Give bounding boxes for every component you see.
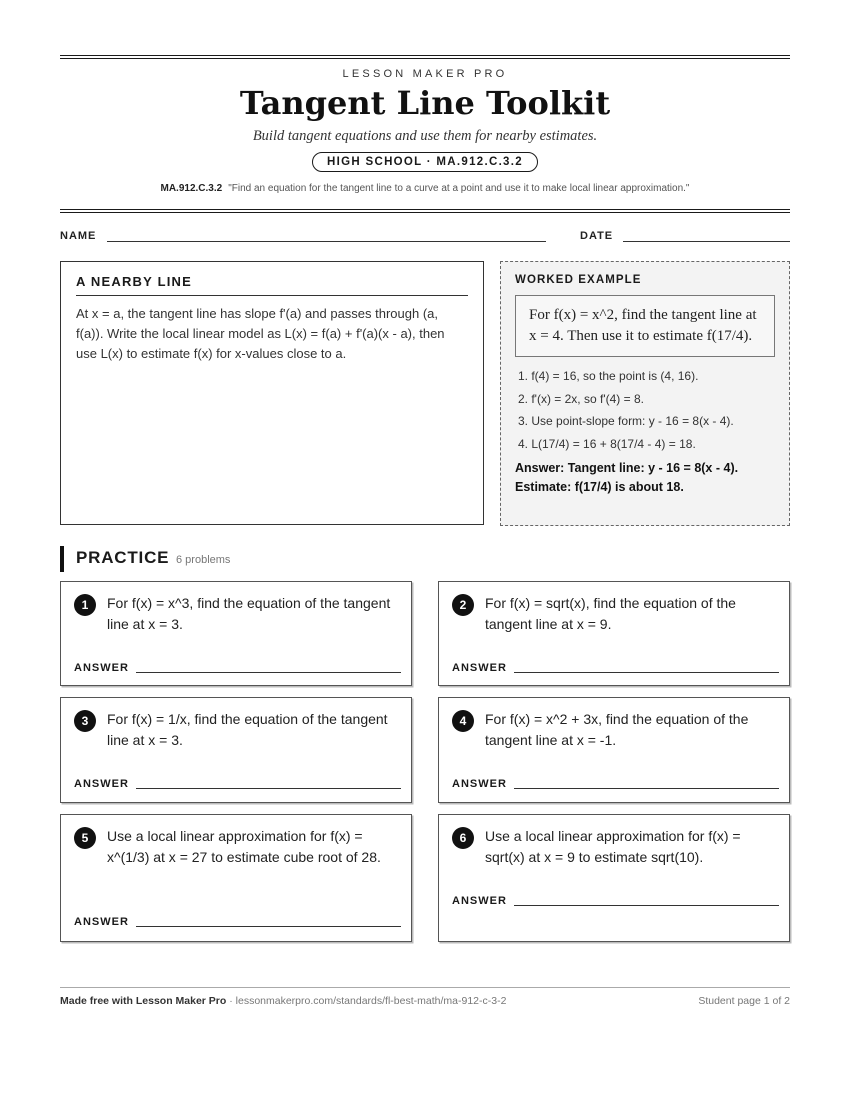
answer-row [452,662,779,676]
footer-credit [60,995,506,1007]
date-field-line[interactable] [623,241,790,242]
footer-rule [60,987,790,988]
problem-text: Use a local linear approximation for f(x) = sqrt(x) at x = 9 to estimate sqrt(10). [485,828,741,865]
answer-label: ANSWER [452,895,507,907]
problem-number-badge: 5 [74,827,96,849]
footer-url[interactable]: · lessonmakerpro.com/standards/fl-best-math/ma-912-c-3-2 [226,995,507,1007]
worked-example-answer [515,459,775,496]
answer-line[interactable] [136,672,401,673]
brand-label: LESSON MAKER PRO [342,68,508,80]
problem-text: For f(x) = sqrt(x), find the equation of the tangent line at x = 9. [485,595,736,632]
problem-text: Use a local linear approximation for f(x) = x^(1/3) at x = 27 to estimate cube root of 28. [107,828,381,865]
answer-label: ANSWER [74,916,129,928]
nearby-line-box [60,261,484,525]
practice-card-6 [438,814,790,942]
practice-count: 6 problems [176,554,231,566]
answer-row [452,895,779,909]
answer-line[interactable] [514,788,779,789]
badge-wrapper [60,152,790,172]
answer-line[interactable] [136,788,401,789]
problem-number-badge: 4 [452,710,474,732]
standard-code: MA.912.C.3.2 [160,183,223,194]
header-bottom-rule [60,209,790,213]
page-title: Tangent Line Toolkit [239,84,611,122]
top-rule [60,55,790,59]
answer-label: ANSWER [74,662,129,674]
standard-text: "Find an equation for the tangent line to a curve at a point and use it to make local linear approximation." [228,183,690,194]
problem-text: For f(x) = x^2 + 3x, find the equation of the tangent line at x = -1. [485,711,749,748]
worked-answer-estimate: Estimate: f(17/4) is about 18. [515,479,684,494]
problem-text: For f(x) = x^3, find the equation of the tangent line at x = 3. [107,595,391,632]
worked-step: 4. L(17/4) = 16 + 8(17/4 - 4) = 18. [518,436,696,451]
practice-card-1 [60,581,412,686]
answer-label: ANSWER [74,778,129,790]
standard-description [60,183,790,194]
answer-row [74,778,401,792]
practice-card-5 [60,814,412,942]
worked-example-steps [515,365,775,455]
date-label: DATE [580,230,614,242]
name-field-line[interactable] [107,241,546,242]
worked-example-problem: For f(x) = x^2, find the tangent line at x = 4. Then use it to estimate f(17/4). [515,295,775,357]
answer-label: ANSWER [452,662,507,674]
practice-accent-bar [60,546,64,572]
nearby-line-body: At x = a, the tangent line has slope f'(a) and passes through (a, f(a)). Write the local linear model as L(x) = f(a) + f'(a)(x - a), then use L(x) to estimate f(x) for x-values close to a. [76,306,445,361]
worked-example-heading: WORKED EXAMPLE [515,274,642,286]
problem-number-badge: 3 [74,710,96,732]
answer-row [452,778,779,792]
footer-page-number: Student page 1 of 2 [698,995,790,1007]
answer-row [74,662,401,676]
grade-standard-badge: HIGH SCHOOL · MA.912.C.3.2 [312,152,538,172]
practice-card-4 [438,697,790,803]
nearby-line-heading: A NEARBY LINE [76,274,468,296]
problem-text: For f(x) = 1/x, find the equation of the tangent line at x = 3. [107,711,388,748]
answer-line[interactable] [514,672,779,673]
problem-number-badge: 2 [452,594,474,616]
answer-label: ANSWER [452,778,507,790]
problem-number-badge: 6 [452,827,474,849]
footer-made-with: Made free with Lesson Maker Pro [60,995,227,1007]
answer-line[interactable] [136,926,401,927]
practice-card-3 [60,697,412,803]
name-date-row [60,230,790,244]
name-label: NAME [60,230,97,242]
worked-example-box [500,261,790,526]
problem-number-badge: 1 [74,594,96,616]
answer-row [74,916,401,930]
practice-heading: PRACTICE [76,548,170,567]
worked-step: 3. Use point-slope form: y - 16 = 8(x - 4). [518,414,734,428]
worked-step: 1. f(4) = 16, so the point is (4, 16). [518,369,699,383]
worked-answer-tangent: Answer: Tangent line: y - 16 = 8(x - 4). [515,461,739,475]
practice-card-2 [438,581,790,686]
worked-step: 2. f'(x) = 2x, so f'(4) = 8. [518,391,644,406]
answer-line[interactable] [514,905,779,906]
page-subtitle: Build tangent equations and use them for nearby estimates. [252,128,598,144]
